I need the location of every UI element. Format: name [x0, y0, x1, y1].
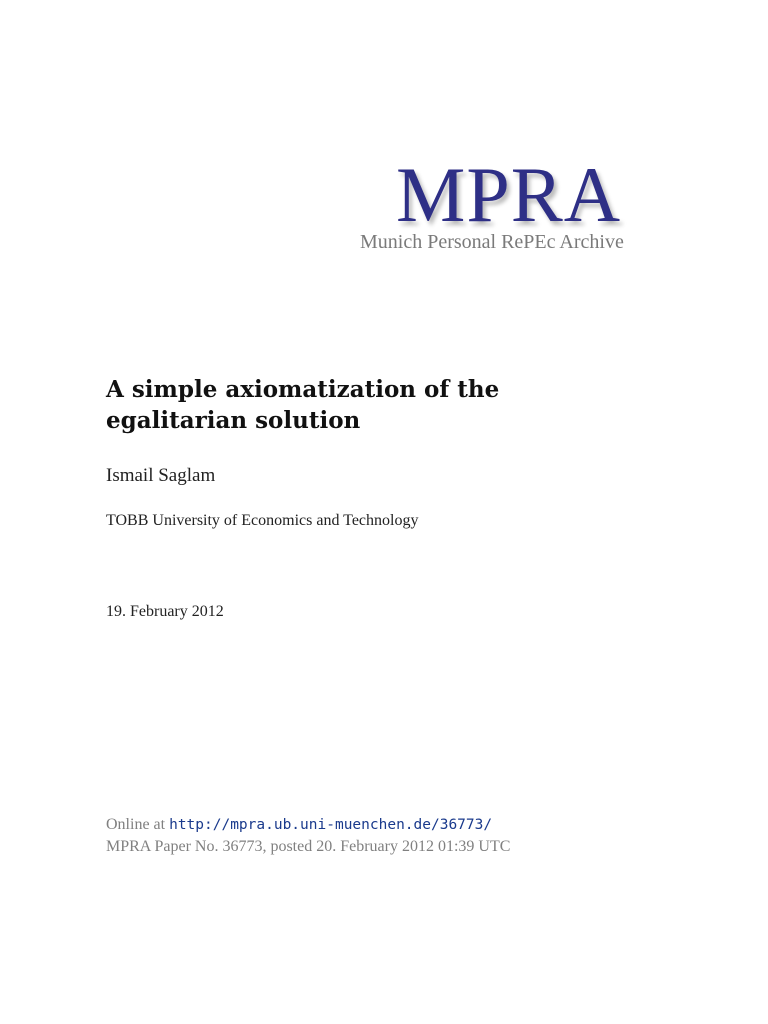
online-at-line [106, 814, 510, 836]
paper-info-line: MPRA Paper No. 36773, posted 20. February 2012 01:39 UTC [106, 838, 511, 855]
mpra-wordmark: MPRA [396, 151, 622, 238]
paper-date: 19. February 2012 [106, 603, 224, 620]
paper-title-line-2: egalitarian solution [106, 407, 361, 434]
mpra-subtitle: Munich Personal RePEc Archive [360, 231, 624, 253]
author-affiliation: TOBB University of Economics and Technology [106, 512, 419, 529]
online-at-label: Online at [106, 816, 166, 833]
footer [106, 814, 510, 858]
author-name: Ismail Saglam [106, 465, 216, 486]
paper-title [106, 374, 666, 436]
paper-url-link[interactable]: http://mpra.ub.uni-muenchen.de/36773/ [169, 817, 493, 833]
mpra-logo [356, 150, 656, 260]
paper-title-line-1: A simple axiomatization of the [106, 376, 500, 403]
